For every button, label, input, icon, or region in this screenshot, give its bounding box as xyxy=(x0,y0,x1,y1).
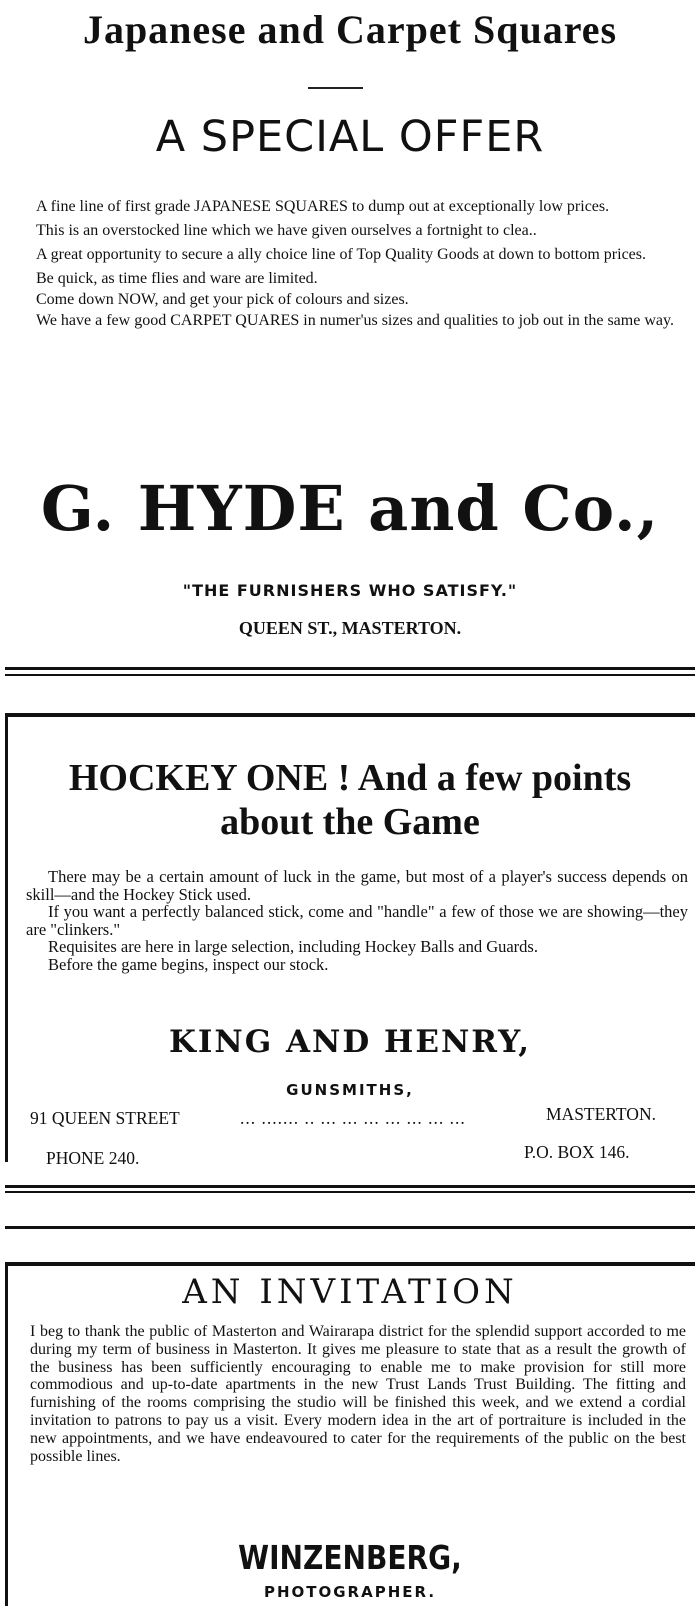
hockey-headline-line: HOCKEY ONE ! And a few points xyxy=(68,757,632,799)
divider xyxy=(5,1191,695,1193)
king-henry-po-box: P.O. BOX 146. xyxy=(524,1142,630,1162)
hockey-paragraph: Requisites are here in large selection, including Hockey Balls and Guards. xyxy=(48,937,538,956)
dot-leader: ... ....... .. ... ... ... ... ... ... ... xyxy=(240,1108,466,1128)
hockey-paragraph: Before the game begins, inspect our stock. xyxy=(48,954,329,974)
divider xyxy=(5,1226,695,1229)
hyde-subheadline: A SPECIAL OFFER xyxy=(155,112,545,162)
king-henry-firm-name: KING AND HENRY, xyxy=(168,1024,532,1060)
divider xyxy=(308,87,363,89)
winzenberg-trade: PHOTOGRAPHER. xyxy=(263,1583,437,1601)
hyde-address: QUEEN ST., MASTERTON. xyxy=(238,618,462,638)
hyde-slogan: "THE FURNISHERS WHO SATISFY." xyxy=(182,581,518,600)
hyde-paragraph: Come down NOW, and get your pick of colours and sizes. xyxy=(36,291,409,308)
divider xyxy=(5,674,695,676)
divider xyxy=(5,713,695,717)
hyde-headline: Japanese and Carpet Squares xyxy=(82,7,618,52)
hockey-headline-line: about the Game xyxy=(220,801,480,843)
invitation-headline: AN INVITATION xyxy=(182,1272,518,1312)
hockey-paragraph: If you want a perfectly balanced stick, come and "handle" a few of those we are showing—they are "clinkers." xyxy=(26,902,688,939)
hockey-paragraph: There may be a certain amount of luck in the game, but most of a player's success depends on skill—and the Hockey Stick used. xyxy=(26,867,688,904)
king-henry-phone: PHONE 240. xyxy=(46,1148,140,1168)
hyde-paragraph: A fine line of first grade JAPANESE SQUARES to dump out at exceptionally low prices. xyxy=(36,198,610,215)
hyde-paragraph: This is an overstocked line which we have given ourselves a fortnight to clea.. xyxy=(36,222,537,239)
winzenberg-firm-name: WINZENBERG, xyxy=(238,1538,462,1577)
hyde-paragraph: Be quick, as time flies and ware are limited. xyxy=(36,270,318,287)
invitation-paragraph: I beg to thank the public of Masterton and Wairarapa district for the splendid support accorded to me during my term of business in Masterton. It gives me pleasure to state that as a result the growth of the business has been sufficiently encouraging to enable me to make provision for still more commodious and up-to-date apartments in the new Trust Lands Trust Building. The fitting and furnishing of the rooms comprising the studio will be finished this week, and we extend a cordial invitation to patrons to pay us a visit. Every modern idea in the art of portraiture is included in the new appointments, and we have endeavoured to cater for the requirements of the public on the best possible lines. xyxy=(30,1323,686,1465)
divider xyxy=(5,1185,695,1188)
hockey-headline xyxy=(0,756,700,844)
divider xyxy=(5,1262,695,1266)
hyde-paragraph: We have a few good CARPET QUARES in numer'us sizes and qualities to job out in the same way. xyxy=(36,312,674,329)
king-henry-street: 91 QUEEN STREET xyxy=(30,1108,180,1128)
divider xyxy=(5,667,695,670)
border-left xyxy=(5,1266,8,1606)
invitation-body xyxy=(30,1323,686,1465)
king-henry-trade: GUNSMITHS, xyxy=(286,1081,414,1099)
hyde-body xyxy=(18,198,682,336)
hyde-firm-name: G. HYDE and Co., xyxy=(40,472,660,545)
hockey-body xyxy=(26,868,688,973)
king-henry-town: MASTERTON. xyxy=(546,1104,656,1124)
hyde-paragraph: A great opportunity to secure a ally choice line of Top Quality Goods at down to bottom prices. xyxy=(36,246,647,263)
